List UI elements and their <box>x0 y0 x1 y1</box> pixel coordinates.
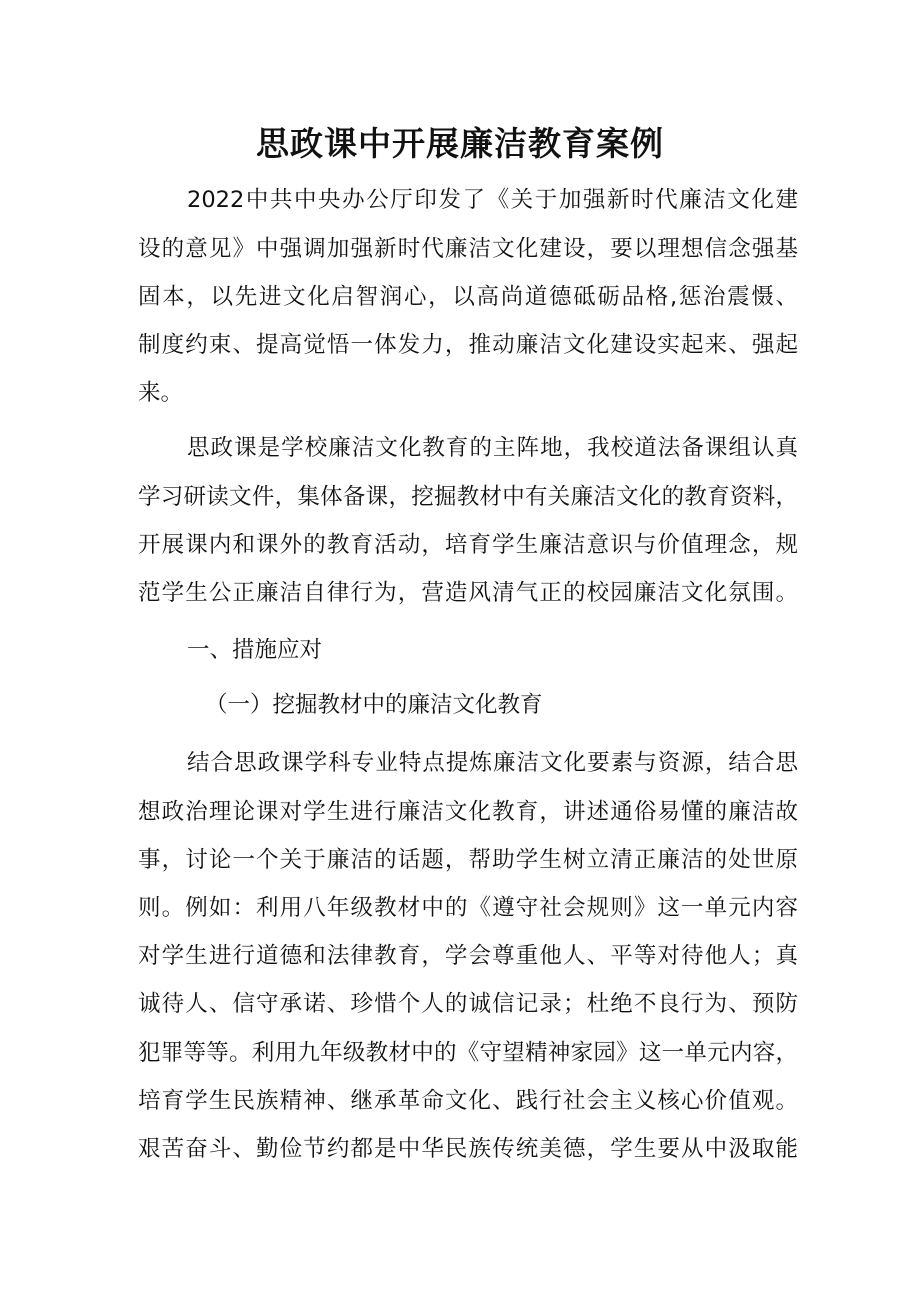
paragraph-3-line-3: 事，讨论一个关于廉洁的话题，帮助学生树立清正廉洁的处世原 <box>138 847 798 873</box>
paragraph-1-line-4: 制度约束、提高觉悟一体发力，推动廉洁文化建设实起来、强起 <box>138 332 798 358</box>
paragraph-3-line-7: 犯罪等等。利用九年级教材中的《守望精神家园》这一单元内容， <box>138 1040 798 1066</box>
paragraph-3-line-5: 对学生进行道德和法律教育，学会尊重他人、平等对待他人；真 <box>138 943 798 969</box>
paragraph-2-line-4: 范学生公正廉洁自律行为，营造风清气正的校园廉洁文化氛围。 <box>138 580 798 606</box>
section-heading: 一、措施应对 <box>187 637 323 663</box>
paragraph-2-line-1: 思政课是学校廉洁文化教育的主阵地，我校道法备课组认真 <box>187 435 798 461</box>
document-title: 思政课中开展廉洁教育案例 <box>256 124 664 163</box>
paragraph-1-line-1: 2022中共中央办公厅印发了《关于加强新时代廉洁文化建 <box>187 187 798 213</box>
paragraph-3-line-4: 则。例如：利用八年级教材中的《遵守社会规则》这一单元内容 <box>138 895 798 921</box>
subsection-heading: （一）挖掘教材中的廉洁文化教育 <box>205 692 543 718</box>
paragraph-3-line-1: 结合思政课学科专业特点提炼廉洁文化要素与资源，结合思 <box>187 750 798 776</box>
paragraph-1-line-2: 设的意见》中强调加强新时代廉洁文化建设，要以理想信念强基 <box>138 236 798 262</box>
paragraph-3-line-6: 诚待人、信守承诺、珍惜个人的诚信记录；杜绝不良行为、预防 <box>138 991 798 1017</box>
paragraph-2-line-3: 开展课内和课外的教育活动，培育学生廉洁意识与价值理念，规 <box>138 532 798 558</box>
paragraph-1-line-3: 固本，以先进文化启智润心，以高尚道德砥砺品格,惩治震慑、 <box>138 284 798 310</box>
paragraph-3-line-8: 培育学生民族精神、继承革命文化、践行社会主义核心价值观。 <box>138 1088 798 1114</box>
paragraph-3-line-2: 想政治理论课对学生进行廉洁文化教育，讲述通俗易懂的廉洁故 <box>138 799 798 825</box>
paragraph-2-line-2: 学习研读文件，集体备课，挖掘教材中有关廉洁文化的教育资料， <box>138 484 798 510</box>
paragraph-3-line-9: 艰苦奋斗、勤俭节约都是中华民族传统美德，学生要从中汲取能 <box>138 1136 798 1162</box>
paragraph-1-line-5: 来。 <box>138 380 184 406</box>
